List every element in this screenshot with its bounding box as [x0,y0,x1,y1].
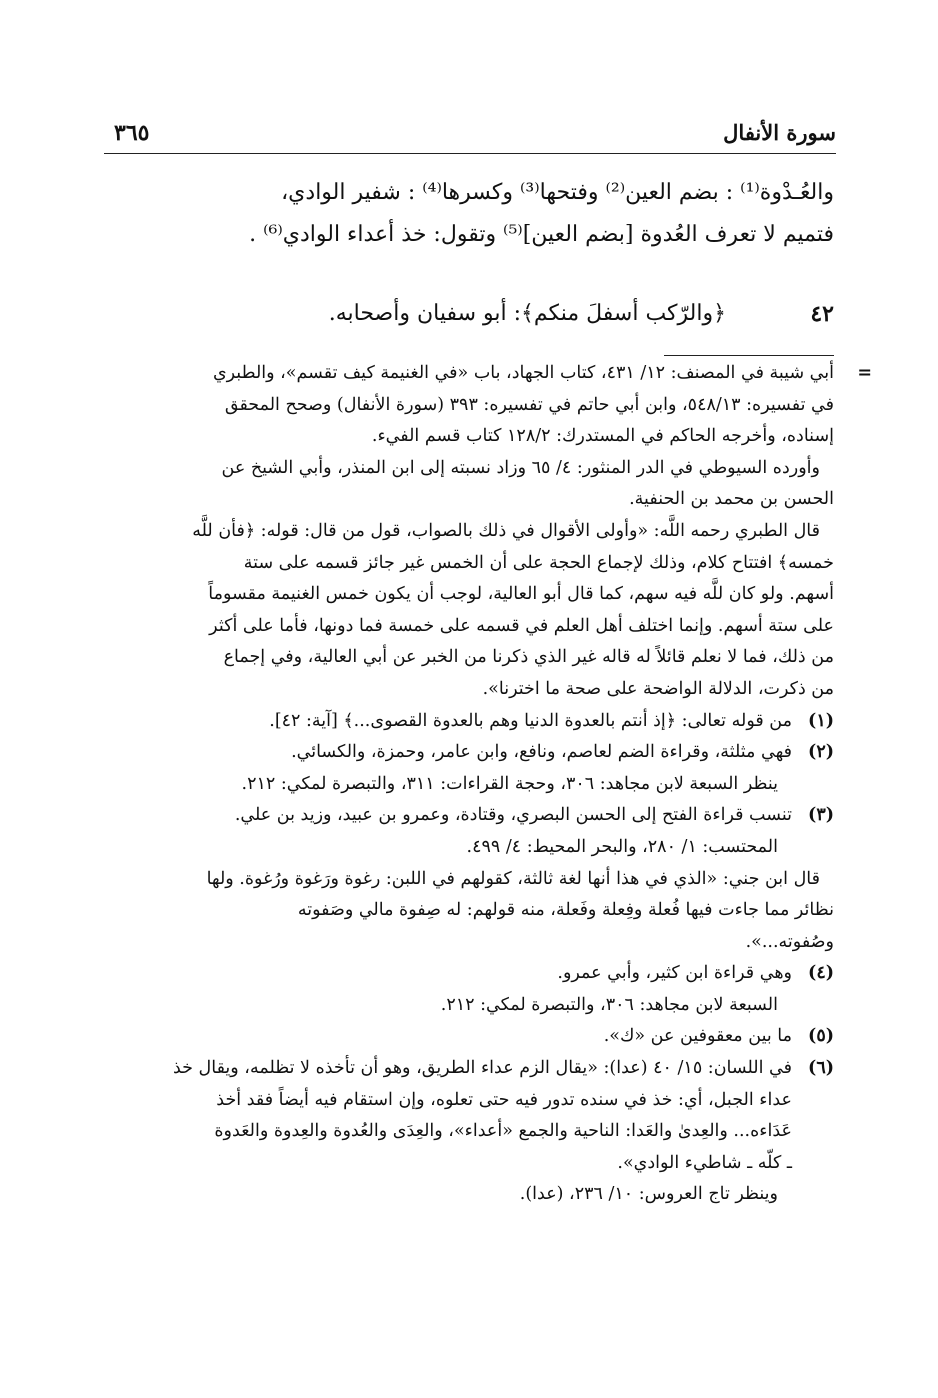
footnote-line: وصُفوته...». [745,931,834,952]
continuation-mark: = [857,363,872,383]
footnote-line: ما بين معقوفين عن «ك». [603,1026,792,1047]
footnotes [102,358,872,1211]
footnote-line: نظائر مما جاءت فيها فُعلة وفِعلة وفَعلة، منه قولهم: له صِفوة مالي وصَفوته [297,900,834,921]
footnote-5 [102,1021,834,1053]
footnote-number: (٢) [808,742,834,763]
footnote-line: من ذكرت، الدلالة الواضحة على صحة ما اخترنا». [482,678,834,699]
footnote-number: (٣) [808,805,834,826]
footnote-number: (٦) [808,1058,834,1079]
main-text [102,172,834,256]
footnote-3 [102,800,834,863]
footnote-separator [664,355,834,356]
footnote-line: أبي شيبة في المصنف: ١٢/ ٤٣١، كتاب الجهاد، باب «في الغنيمة كيف تقسم»، والطبري [212,363,834,383]
footnote-number: (١) [808,710,834,731]
main-text-line: فتميم لا تعرف العُدوة [بضم العين]⁽⁵⁾ وتقول: خذ أعداء الوادي⁽⁶⁾ . [249,222,834,247]
footnote-line: وهي قراءة ابن كثير، وأبي عمرو. [557,963,792,984]
verse-commentary: ﴿والرّكب أسفلَ منكم﴾: أبو سفيان وأصحابه. [328,301,726,326]
running-header [104,120,836,150]
footnote-line: ـ كلّه ـ شاطيء الوادي». [617,1152,792,1173]
page-number: ٣٦٥ [114,120,150,146]
footnote-line: من ذلك، فما لا نعلم قائلاً له قاله غير الذي ذكرنا من الخبر عن أبي العالية، وفي إجماع [223,647,834,668]
footnote-line: ينظر السبعة لابن مجاهد: ٣٠٦، وحجة القراءات: ٣١١، والتبصرة لمكي: ٢١٢. [241,773,778,794]
footnote-line: وأورده السيوطي في الدر المنثور: ٤/ ٦٥ وزاد نسبته إلى ابن المنذر، وأبي الشيخ عن [221,457,820,478]
footnote-line: الحسن بن محمد بن الحنفية. [629,489,834,510]
footnote-line: إسناده، وأخرجه الحاكم في المستدرك: ١٢٨/٢ كتاب قسم الفيء. [371,426,834,447]
footnote-line: قال الطبري رحمه اللَّه: «وأولى الأقوال في ذلك بالصواب، قول من قال: قوله: ﴿فأن للَّه [192,520,820,541]
footnote-line: وينظر تاج العروس: ١٠/ ٢٣٦، (عدا). [519,1184,778,1205]
footnote-line: عَدَاءه... والعِدىٰ والعَدا: الناحية والجمع «أعداء»، والعِدَى والعُدوة والعِدوة والعَدوة [214,1121,792,1142]
footnote-line: على ستة أسهم. وإنما اختلف أهل العلم في قسمه على خمسة فما دونها، فأما على أكثر [209,615,834,636]
footnote-line: تنسب قراءة الفتح إلى الحسن البصري، وقتادة، وعمرو بن عبيد، وزيد بن علي. [234,805,792,826]
footnote-line: في اللسان: ١٥/ ٤٠ (عدا): «يقال الزم عداء الطريق، وهو أن تأخذه لا تظلمه، ويقال خذ [172,1058,792,1079]
main-text-line: والعُـدْوة⁽¹⁾ : بضم العين⁽²⁾ وفتحها⁽³⁾ وكسرها⁽⁴⁾ : شفير الوادي، [281,180,834,205]
verse-number: ٤٢ [810,301,834,327]
verse-entry [102,293,836,335]
footnote-line: خمسه﴾ افتتاح كلام، وذلك لإجماع الحجة على أن الخمس غير جائز قسمه على ستة [243,552,834,573]
footnote-line: أسهم. ولو كان للَّه فيه سهم، كما قال أبو العالية، لوجب أن يكون خمس الغنيمة مقسوماً [208,584,834,605]
footnote-continuation [102,358,872,706]
footnote-number: (٤) [808,963,834,984]
footnote-line: من قوله تعالى: ﴿إذ أنتم بالعدوة الدنيا وهم بالعدوة القصوى...﴾ [آية: ٤٢]. [269,710,792,731]
footnote-line: قال ابن جني: «الذي في هذا أنها لغة ثالثة، كقولهم في اللبن: رغوة ورَغوة ورُغوة. ولها [206,868,820,889]
footnote-3-quote [102,864,834,959]
header-rule [104,153,836,154]
footnote-line: السبعة لابن مجاهد: ٣٠٦، والتبصرة لمكي: ٢١٢. [440,994,778,1015]
footnote-line: في تفسيره: ٥٤٨/١٣، وابن أبي حاتم في تفسيره: ٣٩٣ (سورة الأنفال) وصحح المحقق [224,394,834,415]
footnote-line: المحتسب: ١/ ٢٨٠، والبحر المحيط: ٤/ ٤٩٩. [466,836,778,857]
footnote-line: فهي مثلثة، وقراءة الضم لعاصم، ونافع، وابن عامر، وحمزة، والكسائي. [291,742,792,763]
footnote-number: (٥) [808,1026,834,1047]
footnote-6 [102,1053,834,1211]
footnote-4 [102,958,834,1021]
footnote-1 [102,706,834,738]
footnote-2 [102,737,834,800]
footnote-line: عداء الجبل، أي: خذ في سنده تدور فيه حتى تعلوه، وإن استقام فيه أيضاً فقد أخذ [216,1089,792,1110]
surah-title: سورة الأنفال [723,120,836,145]
